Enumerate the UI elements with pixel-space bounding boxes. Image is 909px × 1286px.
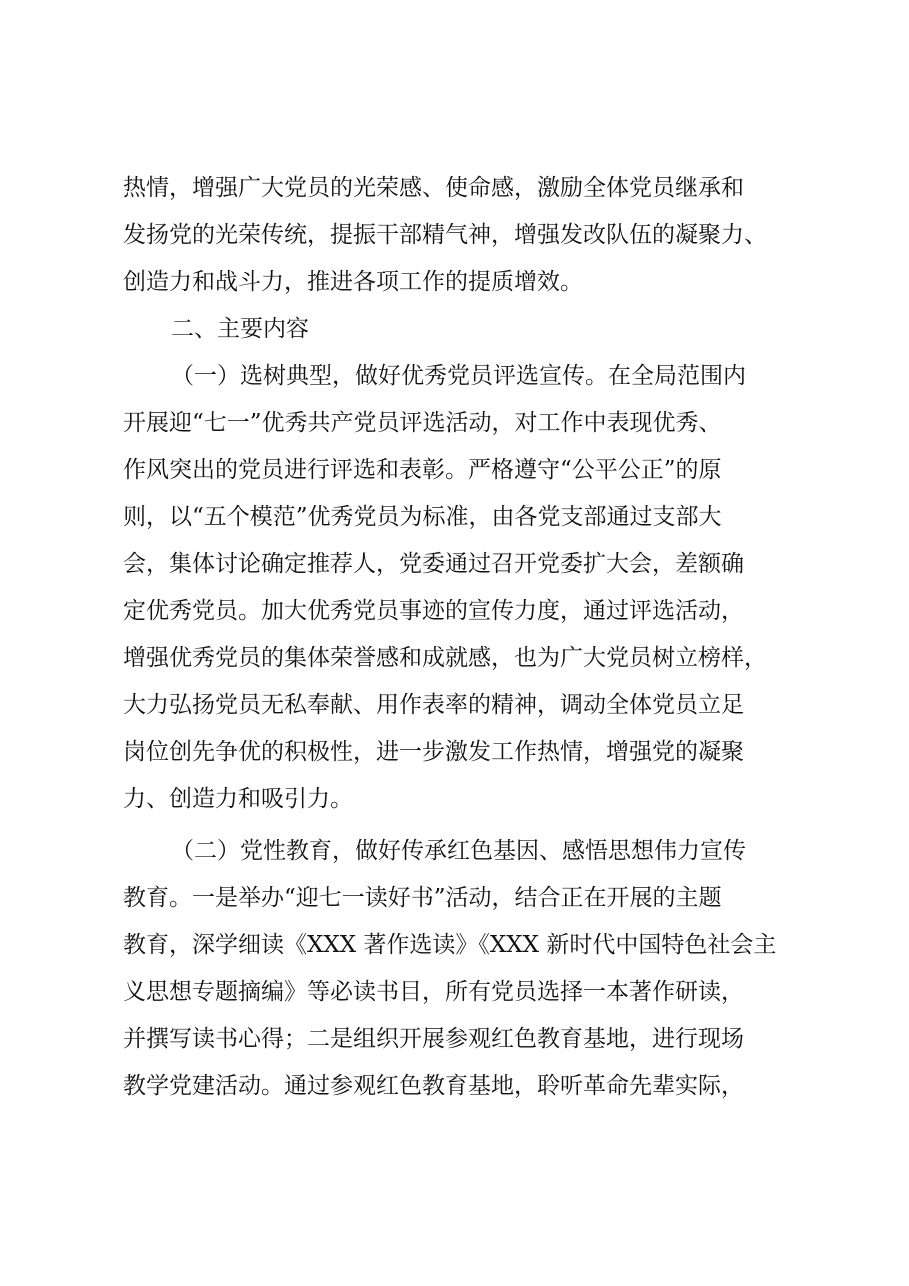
paragraph-line: （一）选树典型，做好优秀党员评选宣传。在全局范围内 [171, 363, 746, 389]
paragraph-line: 大力弘扬党员无私奉献、用作表率的精神，调动全体党员立足 [123, 692, 744, 718]
paragraph-line: 则，以“五个模范”优秀党员为标准，由各党支部通过支部大 [123, 504, 722, 530]
paragraph-line: 开展迎“七一”优秀共产党员评选活动，对工作中表现优秀、 [123, 410, 722, 436]
paragraph-line: 义思想专题摘编》等必读书目，所有党员选择一本著作研读， [123, 979, 744, 1005]
document-body [123, 165, 803, 1110]
paragraph-line: 增强优秀党员的集体荣誉感和成就感，也为广大党员树立榜样， [123, 645, 767, 671]
paragraph-line: 创造力和战斗力，推进各项工作的提质增效。 [123, 269, 583, 295]
paragraph-line: 作风突出的党员进行评选和表彰。严格遵守“公平公正”的原 [123, 457, 722, 483]
paragraph-line: 教学党建活动。通过参观红色教育基地，聆听革命先辈实际， [123, 1073, 744, 1099]
paragraph-line: 发扬党的光荣传统，提振干部精气神，增强发改队伍的凝聚力、 [123, 222, 767, 248]
paragraph-line: 定优秀党员。加大优秀党员事迹的宣传力度，通过评选活动， [123, 598, 744, 624]
paragraph-line: 并撰写读书心得；二是组织开展参观红色教育基地，进行现场 [123, 1026, 744, 1052]
paragraph-line: 会，集体讨论确定推荐人，党委通过召开党委扩大会，差额确 [123, 551, 744, 577]
paragraph-line: 教育，深学细读《XXX 著作选读》《XXX 新时代中国特色社会主 [123, 932, 777, 958]
section-heading: 二、主要内容 [171, 316, 309, 342]
paragraph-line: 力、创造力和吸引力。 [123, 786, 353, 812]
paragraph-line: 热情，增强广大党员的光荣感、使命感，激励全体党员继承和 [123, 175, 744, 201]
paragraph-line: 岗位创先争优的积极性，进一步激发工作热情，增强党的凝聚 [123, 739, 744, 765]
paragraph-line: （二）党性教育，做好传承红色基因、感悟思想伟力宣传 [171, 838, 746, 864]
paragraph-line: 教育。一是举办“迎七一读好书”活动，结合正在开展的主题 [123, 885, 722, 911]
